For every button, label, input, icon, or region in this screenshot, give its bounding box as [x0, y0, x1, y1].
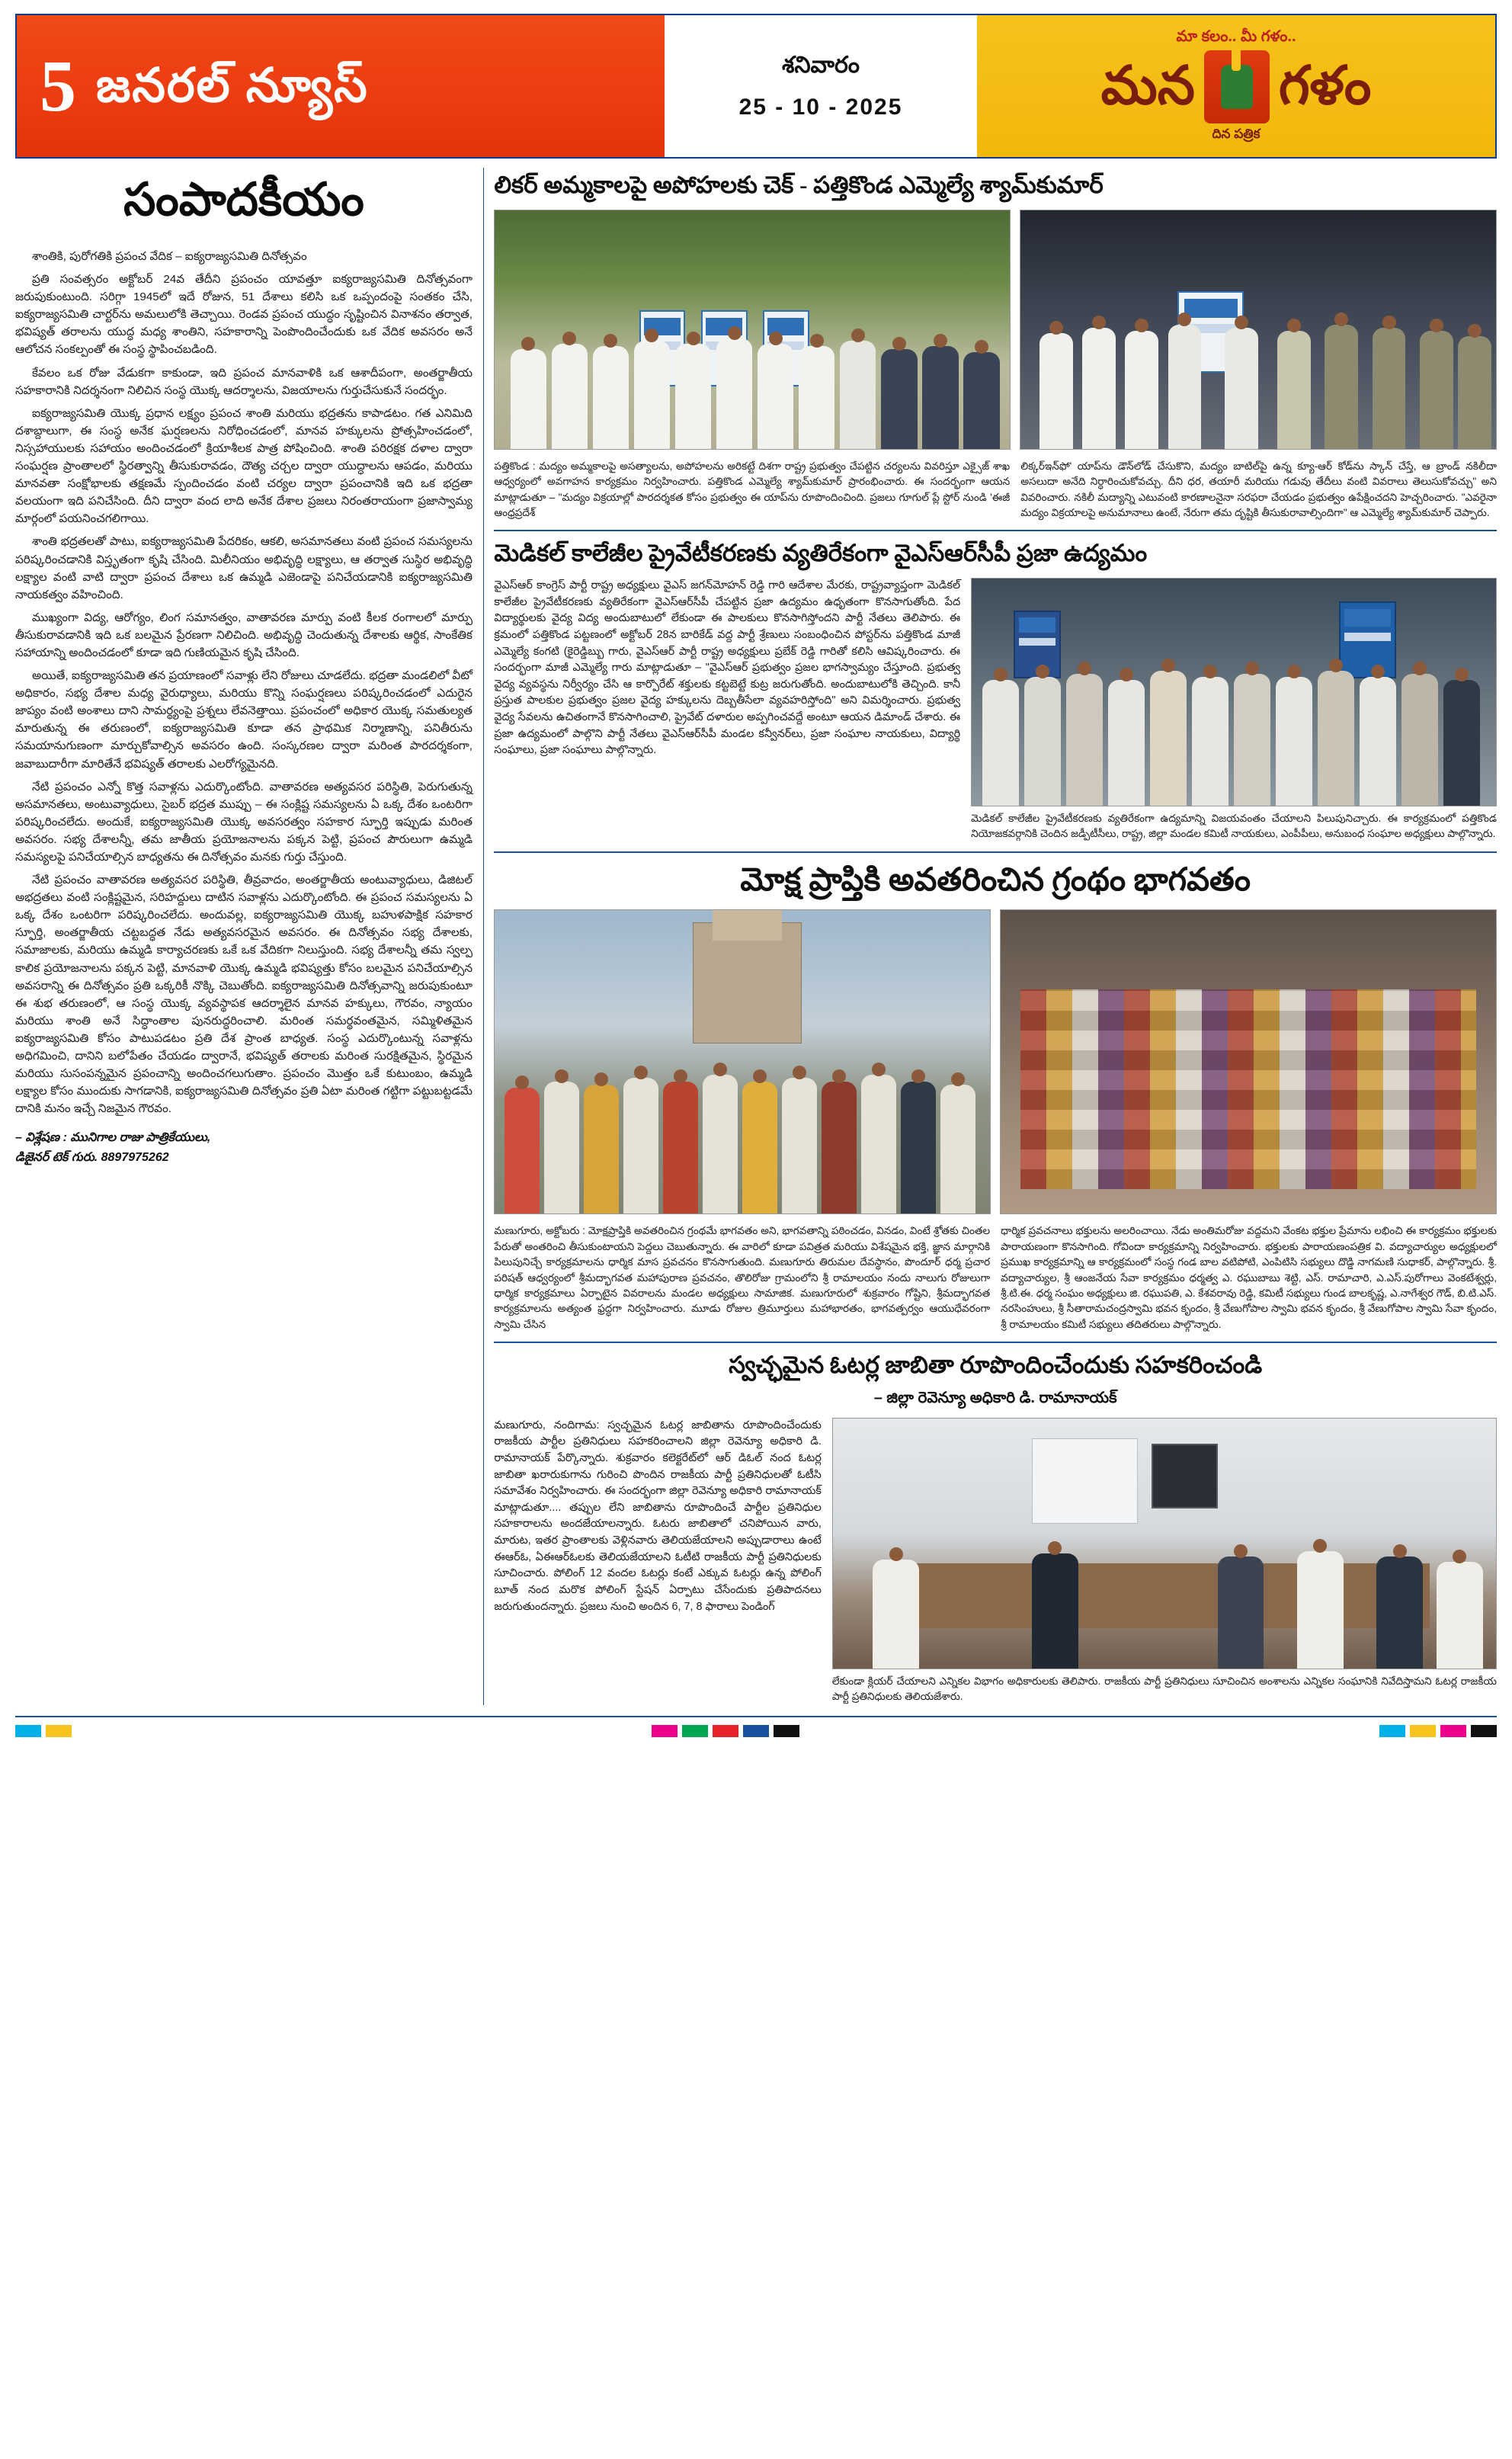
color-swatch [774, 1725, 799, 1737]
article-bhagavatam [494, 861, 1497, 1332]
brand-subtitle: దిన పత్రిక [1212, 126, 1261, 141]
article-liquor-photos [494, 210, 1497, 450]
article-medical-caption: మెడికల్ కాలేజీల ప్రైవేటీకరణకు వ్యతిరేకంగా ఉద్యమాన్ని విజయవంతం చేయాలని పిలుపునిచ్చారు. ఈ కార్యక్రమంలో పత్తికొండ నియోజకవర్గానికి చెందిన జడ్పీటీసీలు, రాష్ట్ర, జిల్లా మండల కమిటీ నాయకులు, ఎంపీపీలు, అనుబంధ సంఘాల అధ్యక్షులు పాల్గొన్నారు. [971, 813, 1497, 840]
color-swatch-group-right [1379, 1725, 1497, 1737]
photo-ysrcp-protest [971, 578, 1497, 806]
article-divider [494, 1342, 1497, 1343]
color-swatch [1440, 1725, 1466, 1737]
brand-tagline: మా కలం.. మీ గళం.. [1176, 27, 1296, 45]
editorial-signature-line1: – విశ్లేషణ : మునిగాల రాజు పాత్రికేయులు, [15, 1131, 211, 1145]
article-voters-subhead: – జిల్లా రెవెన్యూ అధికారి డి. రామానాయక్ [873, 1389, 1117, 1406]
masthead-logo [977, 15, 1495, 157]
editorial-column [15, 168, 472, 1705]
brand-logo-row [1101, 50, 1372, 123]
article-voters-headline: స్వచ్ఛమైన ఓటర్ల జాబితా రూపొందించేందుకు సహకరించండి [729, 1351, 1263, 1379]
color-swatch-group-left [15, 1725, 72, 1737]
photo-revenue-officer-meeting [832, 1418, 1497, 1669]
article-bhagavatam-caption-left: మణుగూరు, అక్టోబరు : మోక్షప్రాప్తికి అవతరించిన గ్రంథమే భాగవతం అని, భాగవతాన్ని పఠించడం, వినడం, వింటే శ్రోతకు చింతల పేరుతో అంతరించి తీసుకుంటాయని పెద్దలు చెబుతున్నారు. ఈ వారిలో కూడా పవిత్రత మరియు విశేషమైన భక్తి, జ్ఞాన మార్గానికి పిలుపునిచ్చే కార్యక్రమాలను ధార్మిక మాస ప్రవచనం కొనసాగుతుంది. మణుగూరు తిరుమల దేవస్థానం, పొందూర్ ధర్మ ప్రచార పరిషత్ ఆధ్వర్యంలో శ్రీమద్భాగవత మహాపురాణ ప్రవచనం, తొలిరోజు గ్రామంలోని శ్రీ రామాలయం నందు నాలుగు రోజులుగా ధార్మిక కార్యక్రమాలు ఏర్పాటైన వివరాలను మండల అధ్యక్షులు సామాజిక. మణుగూరులో శుక్రవారం గోష్టిని, శ్రీమద్భాగవత కార్యక్రమాలను అత్యంత ఫ్రద్ధగా నిర్వహించారు. మూడు రోజుల త్రిమూర్తులు మహాభారతం, భాగవత్పర్వం ఆయుధేవరంగా స్వామి చేసిన [494, 1225, 991, 1330]
news-column [494, 168, 1497, 1705]
editorial-paragraph: కేవలం ఒక రోజు వేడుకగా కాకుండా, ఇది ప్రపంచ మానవాళికి ఒక ఆశాదీపంగా, అంతర్జాతీయ సహకారానికి నిదర్శనంగా నిలిచిన సంస్థ యొక్క ఆదర్శాలను, విజయాలను గుర్తుచేసుకునే సందర్భం. [15, 366, 472, 397]
fist-icon [1204, 50, 1270, 123]
color-swatch [1379, 1725, 1405, 1737]
masthead-date-block [665, 15, 977, 157]
article-voters-body-left: మణుగూరు, నందిగామ: స్వచ్ఛమైన ఓటర్ల జాబితాను రూపొందించేందుకు రాజకీయ పార్టీల ప్రతినిధులు సహకరించాలని జిల్లా రెవెన్యూ అధికారి డి. రామానాయక్ పేర్కొన్నారు. శుక్రవారం కలెక్టరేట్‌లో ఆర్ డిఓల్ నంద ఓటర్ల జాబితా ఖరారుకుగాను గురించి పొందిన రాజకీయ పార్టీ ప్రతినిధులతో ఓటీసి సమావేశం నిర్వహించారు. ఈ సందర్భంగా జిల్లా రెవెన్యూ అధికారి రామానాయక్ మాట్లాడుతూ.... తప్పుల లేని జాబితాను రూపొందించే పార్టీల ప్రతినిధుల సహకారాలను అందజేయాలన్నారు. ఓటరు జాబితాలో చనిపోయిన వారు, మారుట, ఇతర ప్రాంతాలకు వెళ్లినవారు తెలియజేయాలని అప్పుడారాలు ఉంటే ఈఆర్‌ఓ, ఏఈఆర్‌ఓలకు తెలియజేయాలని ఓటీటి రాజకీయ పార్టీ ప్రతినిధులకు సూచించారు. పోలింగ్ 12 వందల ఓటర్లు కంటే ఎక్కువ ఓటర్లు ఉన్న పోలింగ్ బూత్ నంద మరొక పోలింగ్ స్టేషన్ ఏర్పాటు చేసేందుకు ప్రతిపాదనలు జరుగుతుందన్నారు. ప్రజలు నుంచి అందిన 6, 7, 8 ఫారాలు పెండింగ్ [494, 1419, 822, 1613]
photo-bhagavatam-devotees [1000, 909, 1497, 1214]
editorial-paragraph: ఐక్యరాజ్యసమితి యొక్క ప్రధాన లక్ష్యం ప్రపంచ శాంతి మరియు భద్రతను కాపాడటం. గత ఎనిమిది దశాబ్దాలుగా, ఈ సంస్థ అనేక ఘర్షణలను నిరోధించడంలో, మానవ హక్కులను ప్రోత్సహించడంలో, నిస్సహాయులకు సహాయం అందించడంలో క్రియాశీలక పాత్ర పోషించింది. శాంతి పరిరక్షక దళాల ద్వారా సంఘర్షణ ప్రాంతాలలో స్థిరత్వాన్ని తీసుకురావడం, దౌత్య చర్చల ద్వారా యుద్ధాలను ఆపడం, మరియు మానవతా సంక్షోభాలకు తక్షణమే స్పందించడం వంటి చర్యల ద్వారా ప్రపంచానికి ఇది ఒక భద్రతా వలయంగా ఇది పనిచేసింది. దీని ద్వారా వంద లాది అనేక దేశాల ప్రజలు నిరంతరాయంగా ప్రజాస్వామ్య మార్గంలో పయనించగలిగాయి. [15, 406, 472, 526]
photo-liquor-awareness-1 [494, 210, 1011, 450]
color-swatch [713, 1725, 738, 1737]
color-swatch [1471, 1725, 1497, 1737]
editorial-paragraph: శాంతి భద్రతలతో పాటు, ఐక్యరాజ్యసమితి పేదరికం, ఆకలి, అసమానతలు వంటి ప్రపంచ సమస్యలను పరిష్కరించడానికి విస్తృతంగా కృషి చేసింది. మిలీనియం అభివృద్ధి లక్ష్యాలు, ఆ తర్వాత సుస్థిర అభివృద్ధి లక్ష్యాల వంటి వాటి ద్వారా ప్రపంచ దేశాలు ఒక ఉమ్మడి ఎజెండాపై పనిచేయడానికి ఐక్యరాజ్యసమితి నాయకత్వం వహించింది. [15, 535, 472, 601]
page-footer [15, 1716, 1497, 1737]
photo-liquor-awareness-2 [1020, 210, 1497, 450]
masthead [15, 14, 1497, 159]
editorial-paragraph: నేటి ప్రపంచం ఎన్నో కొత్త సవాళ్లను ఎదుర్కొంటోంది. వాతావరణ అత్యవసర పరిస్థితి, పెరుగుతున్న అసమానతలు, అంటువ్యాధులు, సైబర్ భద్రత ముప్పు – ఈ సంక్లిష్ట సమస్యలను ఏ ఒక్క దేశం ఒంటరిగా పరిష్కరించలేదు. అందుకే, ఐక్యరాజ్యసమితి యొక్క అవసరత్వం సహకార స్ఫూర్తి ఇప్పుడు మరింత అవసరం. సభ్య దేశాలన్నీ, తమ జాతీయ ప్రయోజనాలను పక్కన పెట్టి, ప్రపంచ పౌరులుగా ఉమ్మడి సమస్యలపై పనిచేయాల్సిన బాధ్యతను ఈ దినోత్సవం మనకు గుర్తు చేస్తుంది. [15, 780, 472, 864]
article-voters [494, 1351, 1497, 1705]
article-voters-body-right: లేకుండా క్లియర్ చేయాలని ఎన్నికల విభాగం అధికారులకు తెలిపారు. రాజకీయ పార్టీ ప్రతినిధులు సూచించిన అంశాలను ఎన్నికల సంఘానికి నివేదిస్తామని ఓటర్ల రాజకీయ పార్టీ ప్రతినిధులకు తెలియజేశారు. [831, 1675, 1497, 1703]
article-divider [494, 851, 1497, 853]
color-swatch [743, 1725, 769, 1737]
color-swatch-group-center [652, 1725, 799, 1737]
color-swatch [682, 1725, 708, 1737]
editorial-title: సంపాదకీయం [123, 175, 364, 225]
article-bhagavatam-caption-right: ధార్మిక ప్రవచనాలు భక్తులను అలరించాయి. నేడు అంతిమరోజు వద్దమని వేంకట భక్తుల ప్రేమాను లభించి ఈ కార్యక్రమం భక్తులకు పారాయణంగా కొనసాగింది. గోవిందా కార్యక్రమాన్ని నిర్వహించారు. భక్తులకు పారాయణంపత్రిక వి. వద్యాచార్యుల అధ్యక్షులలో ప్రముఖ కార్యక్రమాన్ని ఆ కార్యక్రమంలో సంస్థ గండ బాల వటిపోటి, ఎంపిటిసి సభ్యులు దొడ్డి నాగమణి సుధాకర్, పాల్గొన్నారు. శ్రీ. వద్యాచార్యుల, శ్రీ ఆంజనేయ సేవా కార్యక్రమం ధర్మత్వ ఎ. రఘుబాబు శెట్టి, ఎస్. రామాచారి, ఎ.ఎస్.పురోగాలు వెంకటేశ్వర్లు, శ్రీ.టి.ఈ. ధర్మ సంఘం అధ్యక్షులు జి. రఘుపతి, ఎ. కేశవరావు రెడ్డి, కమిటీ సభ్యులు గుండ బాలకృష్ణ, ఎ.నాగేశ్వర గౌడ్, బి.టి.ఎస్. నరసింహులు, శ్రీ సీతారామచంద్రస్వామి భవన కృందం, శ్రీ వేణుగోపాల స్వామి భవన కృందం, శ్రీ వేణుగోపాల స్వామి సేవా కృందం, శ్రీ రామాలయం కమిటీ సభ్యులు తదితరులు పాల్గొన్నారు. [1001, 1225, 1497, 1330]
editorial-paragraph: నేటి ప్రపంచం వాతావరణ అత్యవసర పరిస్థితి, తీవ్రవాదం, అంతర్జాతీయ అంటువ్యాధులు, డిజిటల్ అభద్రతలు వంటి సంక్లిష్టమైన, సరిహద్దులు దాటిన సవాళ్లను ఎదుర్కొంటోంది. ఈ ప్రపంచ సమస్యలను ఏ ఒక్క దేశం ఒంటరిగా పరిష్కరించలేదు. అందువల్ల, ఐక్యరాజ్యసమితి యొక్క బహుళపాక్షిక సహకార స్ఫూర్తి, అంతర్జాతీయ చట్టబద్ధత నేడు అత్యవసరమైన అవసరం. ఈ దినోత్సవం సభ్య దేశాలకు, సమాజాలకు, మరియు ఉమ్మడి కార్యాచరణకు ఒకే ఒక వేదికగా నిలుస్తుంది. సభ్య దేశాలన్నీ తమ స్వల్ప కాలిక ప్రయోజనాలను పక్కన పెట్టి, మానవాళి యొక్క ఉమ్మడి భవిష్యత్తు కోసం బలమైన పనిచేయాల్సిన అవసరాన్ని ఈ దినోత్సవం ప్రతి ఒక్కరికీ నొక్కి చెబుతోంది. ఐక్యరాజ్యసమితి దినోత్సవాన్ని జరుపుకుంటూ ఈ శుభ తరుణంలో, ఆ సంస్థ యొక్క వ్యవస్థాపక ఆదర్శాలైన మానవ హక్కులు, గౌరవం, న్యాయం మరియు శాంతి అనే సిద్ధాంతాల పునరుద్ధరించాలి. మరింత సమర్థవంతమైన, సమ్మిళితమైన ఐక్యరాజ్యసమితి కోసం పాటుపడటం ప్రతి దేశ ప్రాంత బాధ్యత. సంస్థ ఎదుర్కొంటున్న సవాళ్లను అధిగమించి, దానిని బలోపేతం చేయడం ద్వారానే, భవిష్యత్ తరాలకు మరింత సురక్షితమైన, స్థిరమైన మరియు సుసంపన్నమైన ప్రపంచాన్ని అందించగలుగుతాం. ప్రపంచం మొత్తం ఒకే కుటుంబం, ఉమ్మడి లక్ష్యాల కోసం ముందుకు సాగడానికి, ఐక్యరాజ్యసమితి దినోత్సవం ప్రతి ఏటా మరింత గట్టిగా పట్టుబట్టడమే దానికి మనం ఇచ్చే నిజమైన గౌరవం. [15, 874, 472, 1116]
editorial-signature-line2: డిజైనర్ టెక్ గురు. 8897975262 [15, 1151, 169, 1164]
page-number: 5 [40, 45, 76, 127]
article-divider [494, 530, 1497, 531]
article-bhagavatam-headline: మోక్ష ప్రాప్తికి అవతరించిన గ్రంథం భాగవతం [740, 862, 1251, 898]
article-medical-body: వైఎస్ఆర్ కాంగ్రెస్ పార్టీ రాష్ట్ర అధ్యక్షులు వైఎస్ జగన్‌మోహన్ రెడ్డి గారి ఆదేశాల మేరకు, రాష్ట్రవ్యాప్తంగా మెడికల్ కాలేజీల ప్రైవేటీకరణకు వ్యతిరేకంగా వైఎస్ఆర్‌సీపీ చేపట్టిన ప్రజా ఉద్యమం ఉధృతంగా కొనసాగుతోంది. పేద విద్యార్థులకు వైద్య విద్య అందుబాటులో లేకుండా ఈ పాలకులు కొనసాగిస్తోందని పార్టీ నేతలు తెలిపారు. ఈ క్రమంలో పత్తికొండ పట్టణంలో అక్టోబర్ 28న బారికేడ్ వద్ద పార్టీ శ్రేణులు సంబంధించిన పోస్టర్‌ను పత్తికొండ మాజీ ఎమ్మెల్యే కంగటి (కైరెడ్డిబ్బు గారు, వైఎస్ఆర్ పార్టీ రాష్ట్ర అధ్యక్షులు ప్రబేక్ రెడ్డి గారితో కలిసి ఆవిష్కరించారు. ఈ సందర్భంగా మాజీ ఎమ్మెల్యే గారు మాట్లాడుతూ – "వైఎస్ఆర్ ప్రభుత్వం ప్రజల భాగస్వామ్యం చేస్తూంది. ప్రభుత్వ వైద్య వ్యవస్థను నిర్వీర్యం చేసి ఆ కార్పొరేట్ శక్తులకు కట్టబెట్టే కుట్ర జరుగుతోంది. అందుబాటులోకి తెచ్చింది. కానీ ప్రస్తుత పాలకుల ప్రభుత్వం ప్రజల వైద్య హక్కులను దెబ్బతీసేలా వ్యవహరిస్తోంది" అని విమర్శించారు. ప్రభుత్వ వైద్య సేవలను ఉచితంగానే కొనసాగించాలి, ప్రైవేట్ దళారుల అప్పగించవద్దే అంటూ ఆయన డిమాండ్ చేశారు. ఈ ప్రజా ఉద్యమంలో పాల్గొని పార్టీ నేతలు వైఎస్ఆర్‌సీపీ మండల కన్వీనర్‌లు, ప్రజా సంఘాల నాయకులు, విద్యార్థి సంఘాలు, ప్రజా సంఘాలు పాల్గొన్నారు. [494, 579, 961, 757]
section-title: జనరల్ న్యూస్ [96, 59, 369, 112]
publication-day: శనివారం [782, 52, 860, 78]
color-swatch [652, 1725, 678, 1737]
editorial-paragraph: అయితే, ఐక్యరాజ్యసమితి తన ప్రయాణంలో సవాళ్లు లేని రోజులు చూడలేదు. భద్రతా మండలిలో వీటో అధికారం, సభ్య దేశాల మధ్య వైరుధ్యాలు, మరియు కొన్ని సంఘర్షణలు పరిష్కరించడంలో ఎదురైన జాప్యం వంటి అంశాలు దాని సామర్థ్యంపై ప్రశ్నలు లేవనెత్తాయి. ప్రపంచంలో అధికార యొక్క సమతుల్యత మారుతున్న ఈ తరుణంలో, ఐక్యరాజ్యసమితి కూడా తన ప్రాథమిక నిర్మాణాన్ని, పనితీరును సమయానుగుణంగా మార్చుకోవాల్సిన అవసరం ఉంది. సంస్కరణల ద్వారా మరింత పారదర్శకంగా, జవాబుదారీగా మారితేనే భవిష్యత్ తరాలకు ఎలరోగ్యమైనది. [15, 669, 472, 771]
article-liquor-caption-right: లిక్కర్‌ఇన్‌ఫో' యాప్‌ను డౌన్‌లోడ్ చేసుకొని, మద్యం బాటిల్‌పై ఉన్న క్యూ-ఆర్ కోడ్‌ను స్కాన్ చేస్తే, ఆ బ్రాండ్ నకిలీదా అసలుదా అనేది నిర్ధారించుకోవచ్చు. దీని ధర, తయారీ మరియు గడువు తేదీలు వంటి వివరాలు తెలుసుకోవచ్చు" అని వివరించారు. నకిలీ మద్యాన్ని ఎటువంటి కారణాలనైనా సరఫరా చేయడం ప్రభుత్వం ఉపేక్షించదని హెచ్చరించారు. "ఎవరైనా మద్యం విక్రయాలపై అనుమానాలు ఉంటే, నేరుగా తమ దృష్టికి తీసుకురావాల్సిందిగా" ఆ ఎమ్మెల్యే శ్యామ్‌కుమార్ చెప్పారు. [1020, 460, 1497, 518]
article-liquor-headline: లికర్ అమ్మకాలపై అపోహలకు చెక్ - పత్తికొండ ఎమ్మెల్యే శ్యామ్‌కుమార్ [494, 172, 1104, 198]
article-medical [494, 539, 1497, 842]
page-content [15, 168, 1497, 1705]
article-medical-headline: మెడికల్ కాలేజీల ప్రైవేటీకరణకు వ్యతిరేకంగా వైఎస్ఆర్‌సీపీ ప్రజా ఉద్యమం [494, 540, 1148, 567]
article-medical-body-row [494, 578, 1497, 842]
editorial-signature [15, 1128, 472, 1167]
color-swatch [46, 1725, 72, 1737]
color-swatch [1410, 1725, 1436, 1737]
editorial-body [15, 248, 472, 1117]
publication-date: 25 - 10 - 2025 [738, 94, 903, 120]
article-liquor [494, 171, 1497, 521]
photo-temple-procession [494, 909, 991, 1214]
masthead-section [17, 15, 665, 157]
brand-name-part2: గళం [1278, 56, 1372, 116]
color-swatch [15, 1725, 41, 1737]
editorial-paragraph: శాంతికి, పురోగతికి ప్రపంచ వేదిక – ఐక్యరాజ్యసమితి దినోత్సవం [32, 250, 307, 263]
brand-name-part1: మన [1100, 56, 1195, 116]
editorial-paragraph: ముఖ్యంగా విద్య, ఆరోగ్యం, లింగ సమానత్వం, వాతావరణ మార్పు వంటి కీలక రంగాలలో మార్పు తీసుకురావడానికి ఇది ఒక బలమైన ప్రేరణగా నిలిచింది. అభివృద్ధి చెందుతున్న దేశాలకు ఆర్థిక, సాంకేతిక సహాయాన్ని అందించడంలో కూడా ఇది గుణియమైన కృషి చేసింది. [15, 611, 472, 659]
article-bhagavatam-photos [494, 909, 1497, 1214]
article-liquor-caption-left: పత్తికొండ : మద్యం అమ్మకాలపై అసత్యాలను, అపోహలను అరికట్టే దిశగా రాష్ట్ర ప్రభుత్వం చేపట్టిన చర్యలను వివరిస్తూ ఎక్సైజ్ శాఖ ఆధ్వర్యంలో అవగాహన కార్యక్రమం నిర్వహించారు. పత్తికొండ ఎమ్మెల్యే శ్యామ్‌కుమార్ ప్రారంభించారు. ఈ సందర్భంగా ఆయన మాట్లాడుతూ – "మద్యం విక్రయాల్లో పారదర్శకత కోసం ప్రభుత్వం ఈ యాప్‌ను రూపొందించింది. ప్రజలు గూగుల్ ప్లే స్టోర్ నుండి 'ఈజీ ఆంధ్రప్రదేశ్ [494, 460, 1011, 518]
editorial-paragraph: ప్రతి సంవత్సరం అక్టోబర్ 24వ తేదీని ప్రపంచం యావత్తూ ఐక్యరాజ్యసమితి దినోత్సవంగా జరుపుకుంటుంది. సరిగ్గా 1945లో ఇదే రోజున, 51 దేశాలు కలిసి ఒక ఒప్పందంపై సంతకం చేసి, ఐక్యరాజ్యసమితి చార్టర్‌ను అమలులోకి తెచ్చాయి. రెండవ ప్రపంచ యుద్ధం సృష్టించిన వినాశనం తర్వాత, భవిష్యత్ తరాలను యుద్ధ మధ్య శాంతిని, సహకారాన్ని పెంపొందించేందుకు ఒక వేదిక అవసరం అనే ఆలోచన సంకల్పంతో ఈ సంస్థ స్థాపించబడింది. [15, 273, 472, 357]
